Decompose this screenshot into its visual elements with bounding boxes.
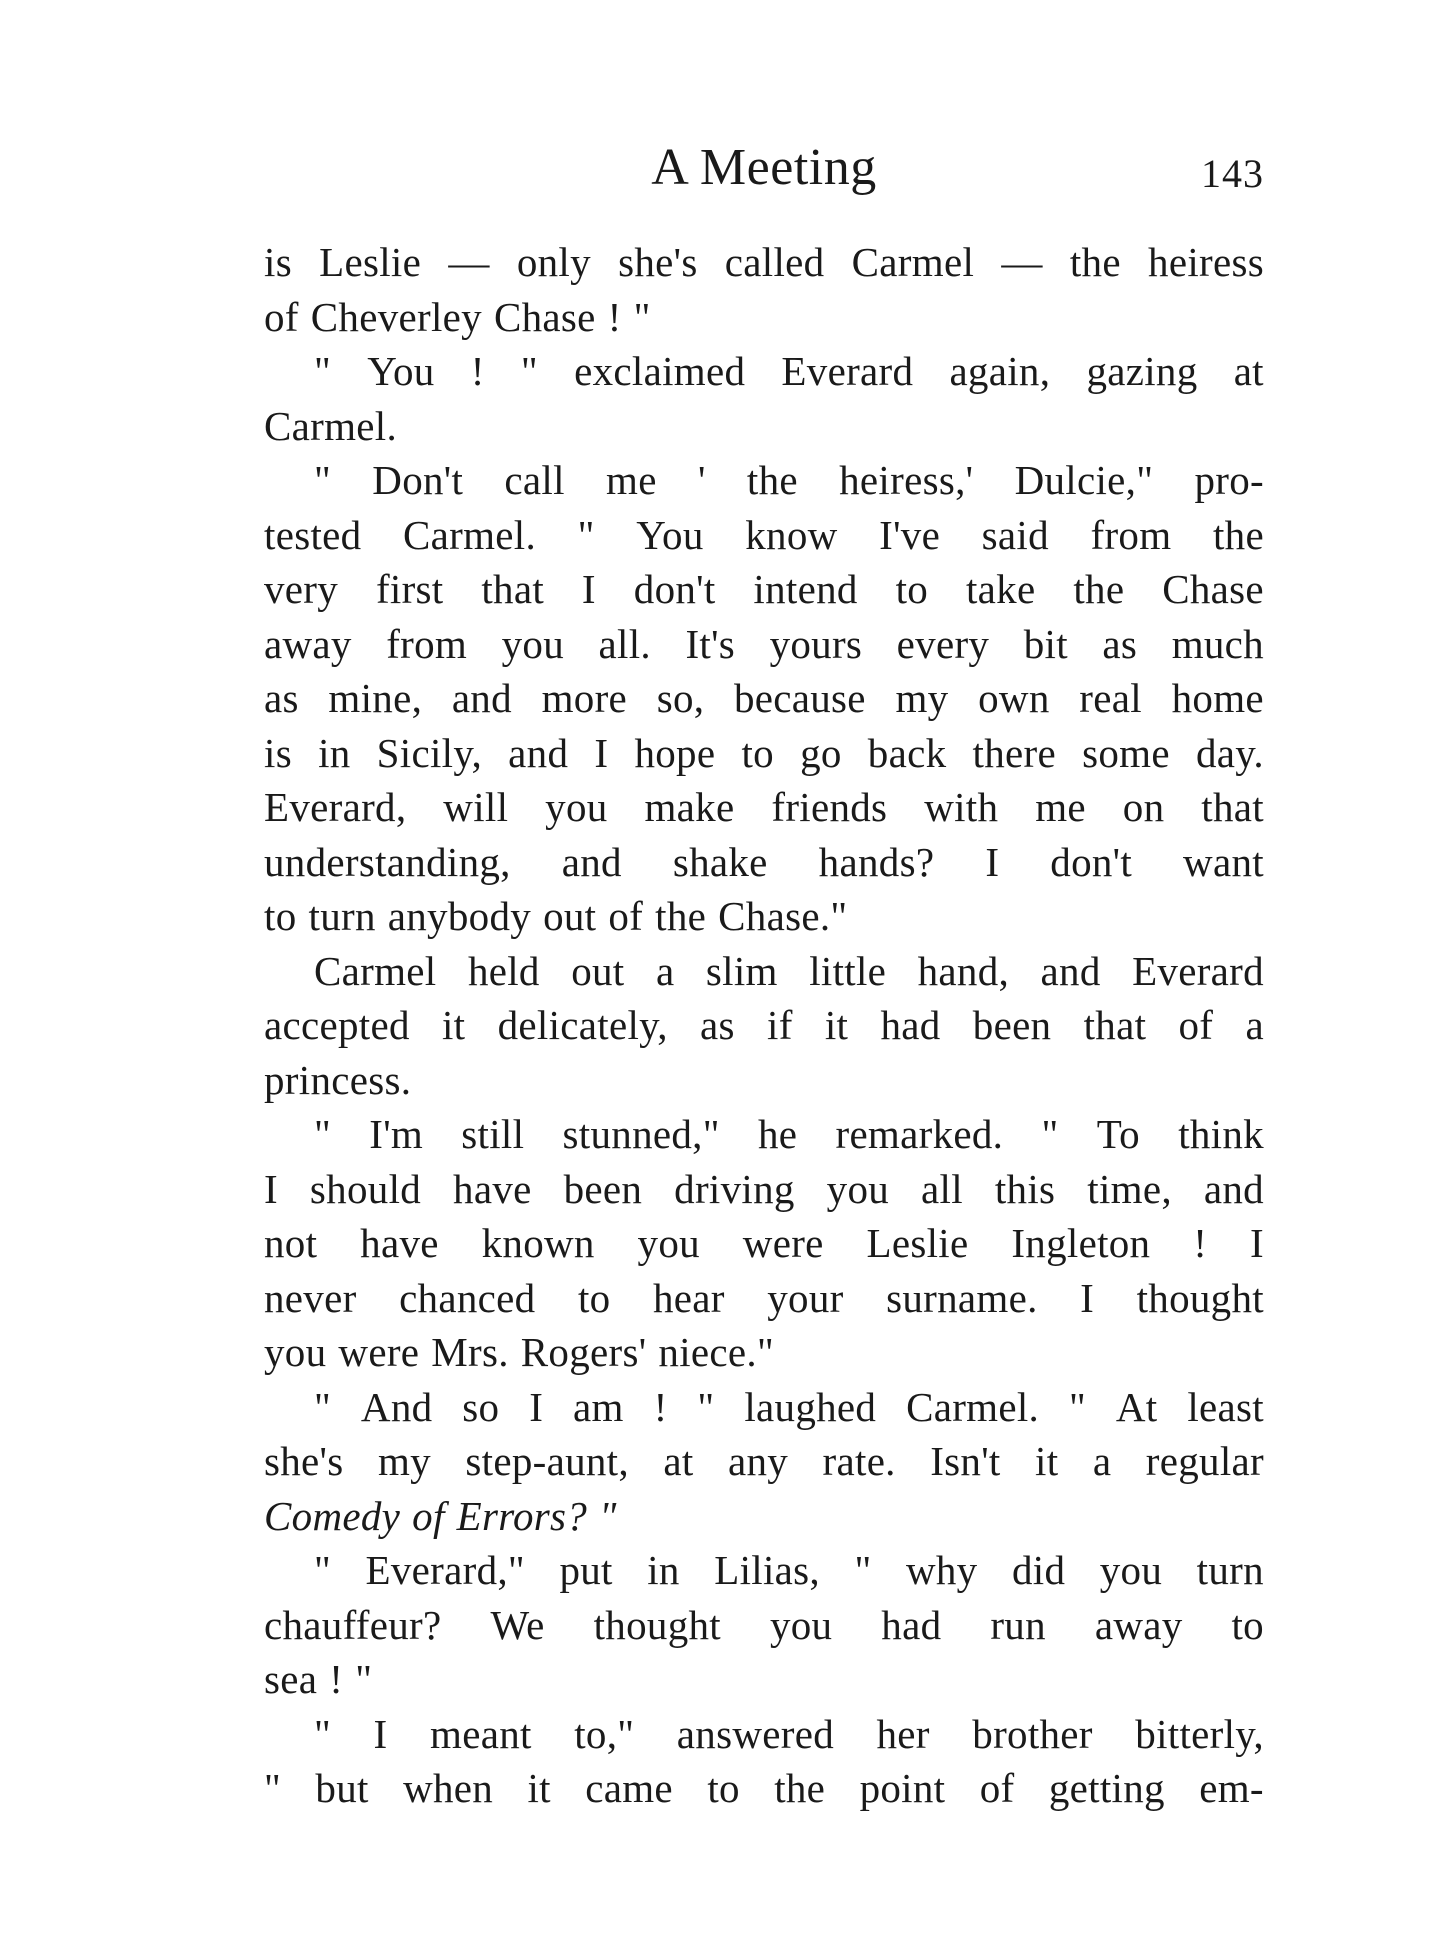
word: " — [314, 348, 332, 394]
word: take — [965, 566, 1036, 612]
text-line — [264, 1434, 1264, 1489]
text-line — [264, 290, 1264, 345]
word: had — [880, 1002, 941, 1048]
word: to — [741, 729, 774, 776]
word: driving — [674, 1165, 795, 1212]
word: and — [1203, 1165, 1264, 1212]
word: held — [467, 947, 540, 994]
word: princess. — [264, 1056, 412, 1103]
word: came — [585, 1765, 673, 1811]
word: gazing — [1086, 348, 1198, 394]
word: the — [1069, 239, 1121, 285]
word: turn — [1196, 1547, 1264, 1593]
word: away — [264, 620, 352, 667]
text-line — [264, 1761, 1264, 1816]
word: exclaimed — [574, 348, 746, 394]
word: mine, — [328, 675, 423, 721]
word: it — [1035, 1438, 1059, 1484]
word: laughed — [744, 1383, 877, 1430]
word: " — [1041, 1111, 1059, 1157]
word: it — [527, 1765, 551, 1811]
word: out — [571, 947, 625, 994]
word: want — [1183, 838, 1264, 885]
word: pro- — [1194, 457, 1264, 503]
word: called — [724, 239, 825, 285]
word: " — [314, 1111, 332, 1157]
word: To — [1096, 1111, 1140, 1157]
word: heiress — [1148, 239, 1264, 285]
word: shake — [672, 838, 768, 885]
word: — — [1001, 239, 1043, 285]
word: don't — [1050, 838, 1133, 885]
word: Carmel. — [264, 402, 398, 449]
word: Everard — [781, 348, 914, 394]
word: all. — [598, 620, 651, 667]
word: you — [501, 620, 565, 667]
word: of — [264, 293, 299, 340]
word: " — [599, 1492, 617, 1539]
word: is — [264, 729, 292, 776]
word: but — [315, 1765, 369, 1811]
word: hand, — [917, 947, 1010, 994]
word: some — [1082, 729, 1170, 776]
word: Carmel — [314, 947, 437, 994]
word: again, — [949, 348, 1051, 394]
word: ! — [470, 348, 485, 394]
word: slim — [705, 947, 778, 994]
word: intend — [753, 566, 858, 612]
word: know — [745, 511, 838, 558]
text-line — [264, 726, 1264, 781]
word: have — [453, 1165, 532, 1212]
word: have — [360, 1220, 439, 1266]
word: and — [1040, 947, 1101, 994]
word: regular — [1145, 1438, 1264, 1484]
word: I — [1080, 1274, 1095, 1321]
word: Leslie — [866, 1220, 969, 1266]
word: of — [979, 1765, 1015, 1811]
word: were — [742, 1220, 824, 1266]
word: should — [309, 1165, 422, 1212]
word: chauffeur? — [264, 1601, 442, 1648]
word: first — [375, 566, 444, 612]
word: " — [264, 1765, 282, 1811]
text-line — [264, 1162, 1264, 1217]
word: Lilias, — [714, 1547, 820, 1593]
word: niece." — [658, 1329, 774, 1375]
word: from — [386, 620, 468, 667]
word: did — [1011, 1547, 1066, 1593]
word: Everard," — [365, 1547, 525, 1593]
text-line — [264, 1707, 1264, 1762]
word: it — [441, 1002, 466, 1048]
word: call — [504, 457, 565, 503]
word: You — [367, 348, 435, 394]
word: " — [633, 293, 651, 340]
word: Ingleton — [1011, 1220, 1151, 1266]
word: brother — [972, 1710, 1093, 1757]
word: still — [461, 1111, 525, 1157]
text-line — [264, 399, 1264, 454]
word: to — [707, 1765, 740, 1811]
word: very — [264, 566, 339, 612]
word: only — [516, 239, 591, 285]
word: hope — [634, 729, 716, 776]
word: Carmel. — [403, 511, 537, 558]
word: " — [697, 1383, 715, 1430]
word: to — [577, 1274, 611, 1321]
word: of — [412, 1492, 445, 1539]
word: " — [314, 1547, 332, 1593]
word: answered — [676, 1710, 834, 1757]
text-line — [264, 998, 1264, 1053]
word: anybody — [387, 893, 532, 939]
word: " — [314, 1710, 332, 1757]
text-line — [264, 835, 1264, 890]
word: — — [448, 239, 490, 285]
word: much — [1171, 620, 1264, 667]
word: the — [655, 893, 707, 939]
word: Chase — [493, 293, 596, 340]
word: I — [264, 1165, 278, 1212]
text-line — [264, 453, 1264, 508]
text-line — [264, 235, 1264, 290]
text-line — [264, 617, 1264, 672]
word: your — [767, 1274, 844, 1321]
word: Don't — [372, 457, 464, 503]
word: and — [451, 675, 512, 721]
word: on — [1122, 784, 1165, 830]
word: turn — [308, 893, 376, 939]
word: all — [921, 1165, 963, 1212]
word: make — [644, 784, 735, 830]
word: ! — [1193, 1220, 1208, 1266]
word: don't — [633, 566, 716, 612]
text-line — [264, 889, 1264, 944]
word: getting — [1048, 1765, 1165, 1811]
word: from — [1090, 511, 1172, 558]
word: And — [360, 1383, 433, 1430]
text-line — [264, 1380, 1264, 1435]
page-title: A Meeting — [651, 139, 877, 196]
word: " — [355, 1656, 373, 1702]
text-line — [264, 1216, 1264, 1271]
word: time, — [1087, 1165, 1172, 1212]
word: " — [314, 457, 332, 503]
word: tested — [264, 511, 362, 558]
word: as — [700, 1002, 735, 1048]
word: Chase." — [718, 893, 848, 939]
word: known — [481, 1220, 595, 1266]
word: in — [647, 1547, 680, 1593]
word: remarked. — [835, 1111, 1004, 1157]
word: the — [774, 1765, 826, 1811]
word: me — [606, 457, 657, 503]
word: if — [767, 1002, 793, 1048]
word: I — [1250, 1220, 1264, 1266]
word: heiress,' — [839, 457, 974, 503]
word: my — [895, 675, 949, 721]
word: she's — [264, 1438, 344, 1484]
word: in — [318, 729, 351, 776]
word: thought — [1136, 1274, 1264, 1321]
word: a — [1092, 1438, 1112, 1484]
word: " — [1068, 1383, 1087, 1430]
word: my — [377, 1438, 431, 1484]
word: own — [978, 675, 1050, 721]
word: Cheverley — [310, 293, 482, 340]
word: that — [481, 566, 545, 612]
text-line — [264, 1325, 1264, 1380]
text-line — [264, 1489, 1264, 1544]
word: you — [769, 1601, 833, 1648]
word: You — [636, 511, 704, 558]
word: any — [728, 1438, 789, 1484]
word: at — [663, 1438, 694, 1484]
word: of — [608, 893, 644, 939]
word: because — [733, 675, 866, 721]
word: that — [1083, 1002, 1147, 1048]
word: that — [1201, 784, 1264, 830]
word: At — [1115, 1383, 1158, 1430]
word: a — [655, 947, 675, 994]
word: run — [990, 1601, 1046, 1648]
word: as — [1102, 620, 1138, 667]
word: you — [637, 1220, 700, 1266]
word: I've — [879, 511, 941, 558]
text-line — [264, 562, 1264, 617]
word: is — [264, 239, 292, 285]
word: Chase — [1162, 566, 1264, 612]
word: more — [541, 675, 628, 721]
word: hands? — [818, 838, 935, 885]
word: hear — [652, 1274, 725, 1321]
word: at — [1233, 348, 1264, 394]
word: day. — [1195, 729, 1264, 776]
word: Everard, — [264, 784, 407, 830]
word: to — [1231, 1601, 1264, 1648]
word: so, — [656, 675, 705, 721]
word: been — [563, 1165, 643, 1212]
word: to — [264, 893, 297, 939]
word: when — [403, 1765, 494, 1811]
word: this — [994, 1165, 1056, 1212]
word: real — [1079, 675, 1142, 721]
text-line — [264, 508, 1264, 563]
word: will — [443, 784, 509, 830]
word: stunned," — [562, 1111, 720, 1157]
word: put — [559, 1547, 613, 1593]
word: to," — [574, 1710, 635, 1757]
word: step-aunt, — [465, 1438, 629, 1484]
word: Carmel — [851, 239, 975, 285]
word: least — [1187, 1383, 1264, 1430]
word: a — [1245, 1002, 1264, 1048]
word: bit — [1023, 620, 1068, 667]
word: understanding, — [264, 838, 511, 885]
word: thought — [593, 1601, 721, 1648]
word: " — [854, 1547, 872, 1593]
word: I'm — [369, 1111, 424, 1157]
word: " — [577, 511, 595, 558]
word: said — [981, 511, 1049, 558]
text-line — [264, 344, 1264, 399]
word: Sicily, — [376, 729, 483, 776]
text-line — [264, 1543, 1264, 1598]
running-head — [264, 128, 1264, 208]
word: you — [826, 1165, 890, 1212]
word: Everard — [1132, 947, 1264, 994]
word: am — [573, 1383, 624, 1430]
word: the — [1212, 511, 1264, 558]
word: ! — [607, 293, 622, 340]
word: had — [881, 1601, 942, 1648]
word: been — [972, 1002, 1052, 1048]
word: you — [545, 784, 608, 830]
word: I — [581, 566, 596, 612]
word: Errors? — [456, 1492, 588, 1539]
word: I — [985, 838, 1000, 885]
word: Mrs. — [431, 1329, 509, 1375]
text-line — [264, 1107, 1264, 1162]
word: accepted — [264, 1002, 410, 1048]
word: point — [859, 1765, 946, 1811]
text-line — [264, 944, 1264, 999]
word: as — [264, 675, 299, 721]
word: Dulcie," — [1014, 457, 1154, 503]
word: surname. — [886, 1274, 1038, 1321]
word: to — [895, 566, 929, 612]
word: ! — [329, 1656, 344, 1702]
word: chanced — [399, 1274, 536, 1321]
word: I — [594, 729, 609, 776]
word: Leslie — [319, 239, 422, 285]
word: I — [373, 1710, 388, 1757]
word: friends — [771, 784, 888, 830]
word: with — [924, 784, 999, 830]
word: not — [264, 1220, 318, 1266]
word: " — [314, 1383, 332, 1430]
word: Comedy — [264, 1492, 401, 1539]
page-number: 143 — [1201, 151, 1264, 196]
text-line — [264, 1053, 1264, 1108]
word: ! — [653, 1383, 668, 1430]
word: It's — [685, 620, 736, 667]
word: why — [905, 1547, 978, 1593]
word: and — [508, 729, 569, 776]
word: em- — [1199, 1765, 1264, 1811]
word: " — [520, 348, 538, 394]
word: of — [1178, 1002, 1214, 1048]
word: were — [338, 1329, 420, 1375]
word: yours — [769, 620, 863, 667]
word: she's — [618, 239, 698, 285]
word: home — [1171, 675, 1264, 721]
word: there — [972, 729, 1056, 776]
word: We — [490, 1601, 545, 1648]
word: never — [264, 1274, 357, 1321]
word: the — [1073, 566, 1125, 612]
word: you — [1099, 1547, 1163, 1593]
word: ' — [697, 457, 706, 503]
word: you — [264, 1329, 327, 1375]
word: back — [867, 729, 947, 776]
word: me — [1035, 784, 1086, 830]
word: out — [543, 893, 597, 939]
word: her — [876, 1710, 930, 1757]
word: go — [800, 729, 842, 776]
text-line — [264, 1652, 1264, 1707]
word: rate. — [822, 1438, 896, 1484]
word: little — [809, 947, 887, 994]
text-line — [264, 671, 1264, 726]
word: think — [1178, 1111, 1264, 1157]
word: bitterly, — [1135, 1710, 1264, 1757]
word: Carmel. — [906, 1383, 1040, 1430]
word: Rogers' — [520, 1329, 647, 1375]
word: sea — [264, 1656, 318, 1702]
word: I — [529, 1383, 544, 1430]
word: meant — [430, 1710, 532, 1757]
text-line — [264, 1271, 1264, 1326]
word: he — [757, 1111, 798, 1157]
word: so — [462, 1383, 500, 1430]
word: the — [746, 457, 798, 503]
word: and — [561, 838, 622, 885]
word: Isn't — [930, 1438, 1001, 1484]
word: away — [1094, 1601, 1183, 1648]
word: delicately, — [497, 1002, 668, 1048]
word: it — [824, 1002, 849, 1048]
body-text — [264, 235, 1264, 1816]
text-line — [264, 780, 1264, 835]
word: every — [896, 620, 990, 667]
text-line — [264, 1598, 1264, 1653]
